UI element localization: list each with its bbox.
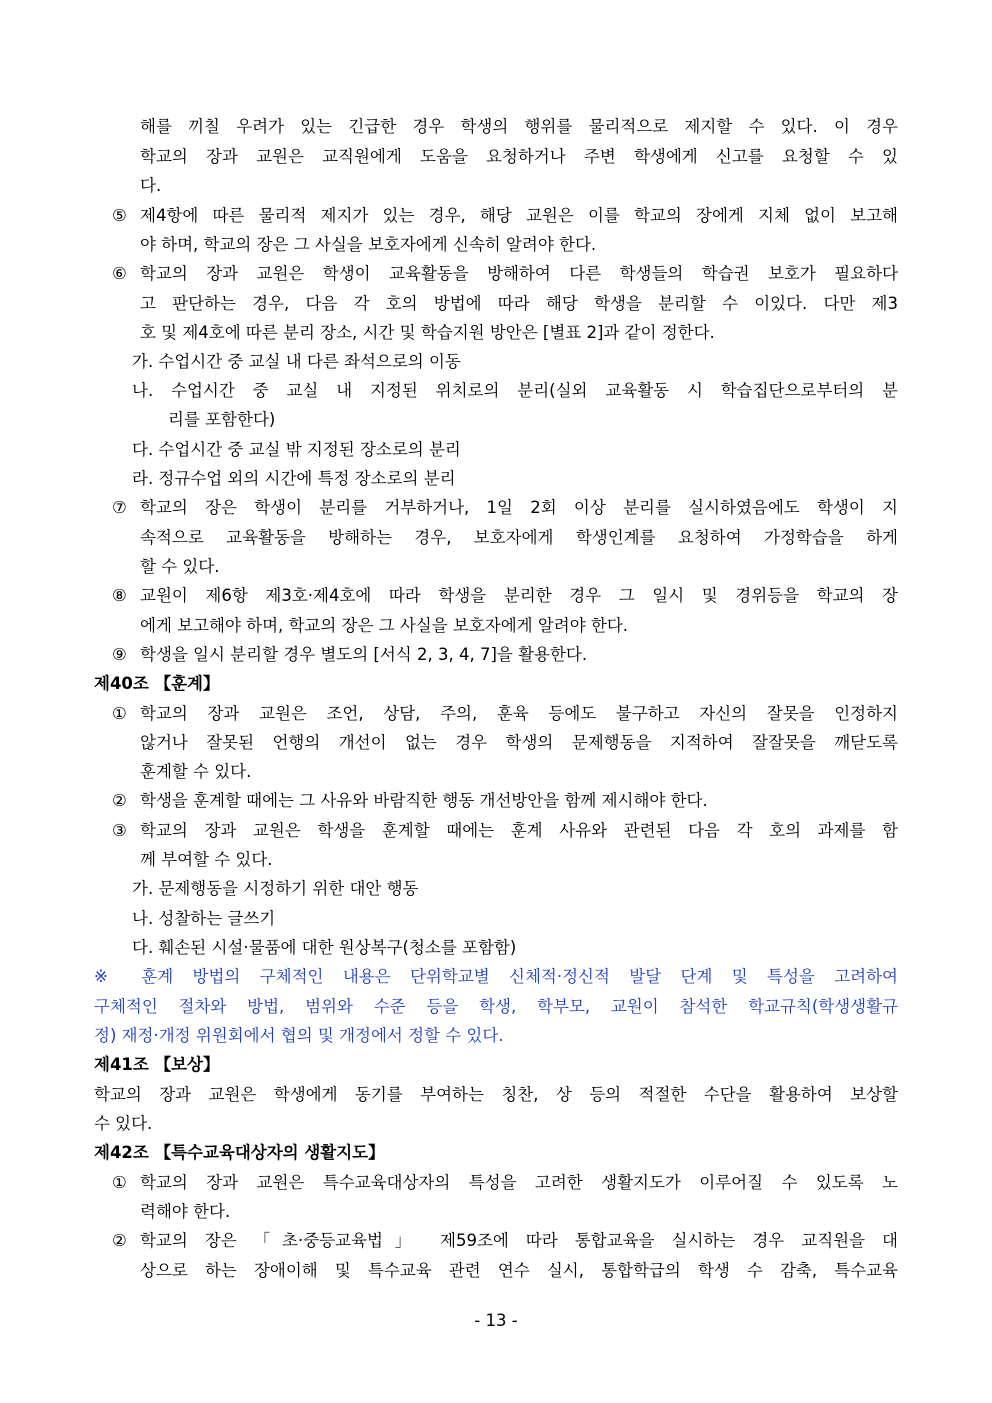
- article-42-title: 제42조 【특수교육대상자의 생활지도】: [94, 1143, 385, 1162]
- art39-p8-line2: 에게 보고해야 하며, 학교의 장은 그 사실을 보호자에게 알려야 한다.: [140, 616, 629, 635]
- paragraph-marker-1: ①: [112, 704, 127, 723]
- paragraph-marker-6: ⑥: [112, 264, 127, 283]
- note-line2: 구체적인 절차와 방법, 범위와 수준 등을 학생, 학부모, 교원이 참석한 학교규칙(학생생활규: [94, 997, 898, 1016]
- article-40-title: 제40조 【훈계】: [94, 674, 220, 693]
- art39-p5-line2: 야 하며, 학교의 장은 그 사실을 보호자에게 신속히 알려야 한다.: [140, 235, 597, 254]
- art40-p3-item-na: 나. 성찰하는 글쓰기: [132, 909, 276, 928]
- art39-p6-item-ga: 가. 수업시간 중 교실 내 다른 좌석으로의 이동: [132, 352, 461, 371]
- art40-p1-line1: 학교의 장과 교원은 조언, 상담, 주의, 훈육 등에도 불구하고 자신의 잘못을 인정하지: [140, 704, 898, 723]
- art40-p1-line3: 훈계할 수 있다.: [140, 762, 252, 781]
- art41-body-line1: 학교의 장과 교원은 학생에게 동기를 부여하는 칭찬, 상 등의 적절한 수단을 활용하여 보상할: [94, 1085, 898, 1104]
- art39-p8-line1: 교원이 제6항 제3호·제4호에 따라 학생을 분리한 경우 그 일시 및 경위등을 학교의 장: [140, 586, 898, 605]
- art39-p4-line3: 다.: [140, 176, 162, 195]
- art39-p6-item-na: 나. 수업시간 중 교실 내 지정된 위치로의 분리(실외 교육활동 시 학습집단으로부터의 분: [132, 381, 898, 400]
- art39-p7-line3: 할 수 있다.: [140, 557, 220, 576]
- paragraph-marker-7: ⑦: [112, 498, 127, 517]
- art42-p1-line2: 력해야 한다.: [140, 1202, 231, 1221]
- art40-p3-line1: 학교의 장과 교원은 학생을 훈계할 때에는 훈계 사유와 관련된 다음 각 호의 과제를 함: [140, 821, 898, 840]
- art40-p3-item-ga: 가. 문제행동을 시정하기 위한 대안 행동: [132, 879, 419, 898]
- art40-p3-item-da: 다. 훼손된 시설·물품에 대한 원상복구(청소를 포함함): [132, 938, 517, 957]
- art39-p6-line3: 호 및 제4호에 따른 분리 장소, 시간 및 학습지원 방안은 [별표 2]과 같이 정한다.: [140, 323, 715, 342]
- paragraph-marker-2b: ②: [112, 1231, 127, 1250]
- art39-p9: 학생을 일시 분리할 경우 별도의 [서식 2, 3, 4, 7]을 활용한다.: [140, 645, 588, 664]
- art39-p7-line1: 학교의 장은 학생이 분리를 거부하거나, 1일 2회 이상 분리를 실시하였음에도 학생이 지: [140, 498, 898, 517]
- paragraph-marker-3: ③: [112, 821, 127, 840]
- art42-p2-line1: 학교의 장은 「초·중등교육법」 제59조에 따라 통합교육을 실시하는 경우 교직원을 대: [140, 1231, 898, 1250]
- art39-p6-item-da: 다. 수업시간 중 교실 밖 지정된 장소로의 분리: [132, 440, 461, 459]
- art39-p5-line1: 제4항에 따른 물리적 제지가 있는 경우, 해당 교원은 이를 학교의 장에게 지체 없이 보고해: [140, 206, 898, 225]
- paragraph-marker-8: ⑧: [112, 586, 127, 605]
- art39-p6-line2: 고 판단하는 경우, 다음 각 호의 방법에 따라 해당 학생을 분리할 수 이있다. 다만 제3: [140, 294, 898, 313]
- art40-p3-line2: 께 부여할 수 있다.: [140, 850, 273, 869]
- art39-p6-item-ra: 라. 정규수업 외의 시간에 특정 장소로의 분리: [132, 469, 456, 488]
- paragraph-marker-1b: ①: [112, 1173, 127, 1192]
- article-41-title: 제41조 【보상】: [94, 1055, 220, 1074]
- art42-p2-line2: 상으로 하는 장애이해 및 특수교육 관련 연수 실시, 통합학급의 학생 수 감축, 특수교육: [140, 1261, 898, 1280]
- note-line1: ※ 훈계 방법의 구체적인 내용은 단위학교별 신체적·정신적 발달 단계 및 특성을 고려하여: [94, 967, 898, 986]
- art42-p1-line1: 학교의 장과 교원은 특수교육대상자의 특성을 고려한 생활지도가 이루어질 수 있도록 노: [140, 1173, 898, 1192]
- note-line3: 정) 재정·개정 위원회에서 협의 및 개정에서 정할 수 있다.: [94, 1026, 504, 1045]
- paragraph-marker-5: ⑤: [112, 206, 127, 225]
- art39-p6-line1: 학교의 장과 교원은 학생이 교육활동을 방해하여 다른 학생들의 학습권 보호가 필요하다: [140, 264, 898, 283]
- art39-p4-line2: 학교의 장과 교원은 교직원에게 도움을 요청하거나 주변 학생에게 신고를 요청할 수 있: [140, 147, 898, 166]
- art39-p4-line1: 해를 끼칠 우려가 있는 긴급한 경우 학생의 행위를 물리적으로 제지할 수 있다. 이 경우: [140, 117, 898, 136]
- art40-p2: 학생을 훈계할 때에는 그 사유와 바람직한 행동 개선방안을 함께 제시해야 한다.: [140, 791, 708, 810]
- art41-body-line2: 수 있다.: [94, 1114, 153, 1133]
- art40-p1-line2: 않거나 잘못된 언행의 개선이 없는 경우 학생의 문제행동을 지적하여 잘잘못을 깨닫도록: [140, 733, 898, 752]
- page-number: - 13 -: [474, 1311, 518, 1330]
- paragraph-marker-9: ⑨: [112, 645, 127, 664]
- paragraph-marker-2: ②: [112, 791, 127, 810]
- art39-p6-item-na-cont: 리를 포함한다): [168, 410, 276, 429]
- art39-p7-line2: 속적으로 교육활동을 방해하는 경우, 보호자에게 학생인계를 요청하여 가정학습을 하게: [140, 528, 898, 547]
